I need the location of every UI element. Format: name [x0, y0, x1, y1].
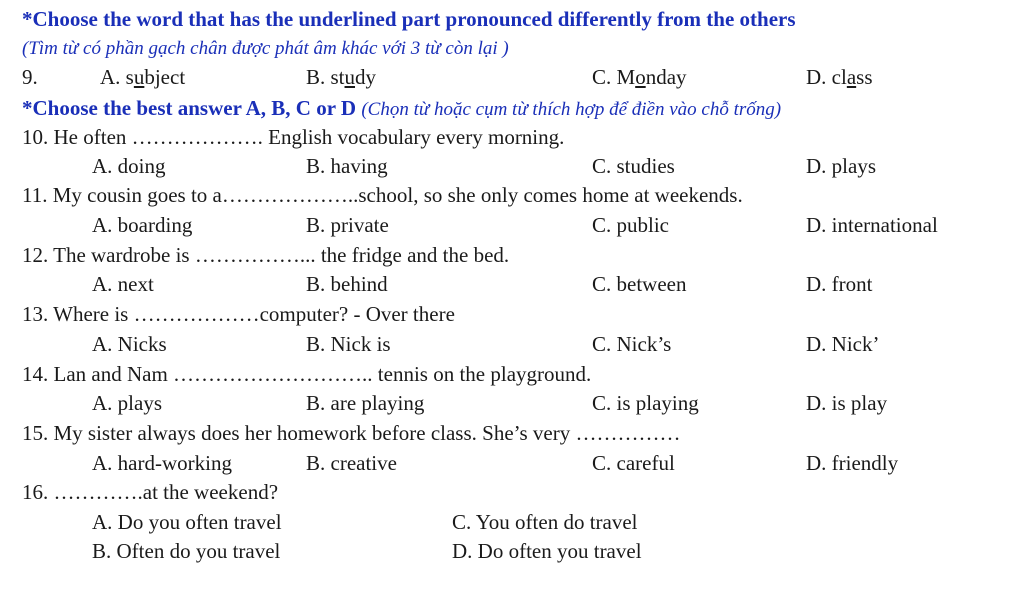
question-text: 10. He often ………………. English vocabulary every morning.	[22, 125, 565, 149]
question-text: 12. The wardrobe is ……………... the fridge and the bed.	[22, 243, 510, 267]
option-b: B. behind	[306, 272, 388, 296]
option-b: B. Nick is	[306, 332, 391, 356]
option-d: D. plays	[806, 154, 876, 178]
option-c: C. is playing	[592, 391, 699, 415]
option-b: B. creative	[306, 451, 397, 475]
option-a: A. plays	[92, 391, 162, 415]
option-d: D. international	[806, 213, 938, 237]
option-a: A. next	[92, 272, 154, 296]
q9-option-d: D. class	[806, 65, 873, 89]
question-text: 15. My sister always does her homework before class. She’s very ……………	[22, 421, 681, 445]
question-text: 11. My cousin goes to a………………..school, so she only comes home at weekends.	[22, 183, 743, 207]
section1-subtitle: (Tìm từ có phần gạch chân được phát âm khác với 3 từ còn lại )	[22, 38, 509, 59]
section2-subtitle: (Chọn từ hoặc cụm từ thích hợp để điền vào chỗ trống)	[361, 99, 782, 120]
option-c: C. careful	[592, 451, 675, 475]
question-text: 13. Where is ………………computer? - Over there	[22, 302, 455, 326]
q9-option-c: C. Monday	[592, 65, 687, 89]
option-b: B. having	[306, 154, 388, 178]
option-a: A. boarding	[92, 213, 193, 237]
option-d: D. is play	[806, 391, 888, 415]
q9-option-b: B. study	[306, 65, 377, 89]
option-c: C. between	[592, 272, 687, 296]
option-b: B. Often do you travel	[92, 539, 281, 563]
section1-title: *Choose the word that has the underlined part pronounced differently from the others	[22, 7, 796, 31]
option-a: A. Do you often travel	[92, 510, 282, 534]
option-c: C. Nick’s	[592, 332, 672, 356]
option-b: B. are playing	[306, 391, 425, 415]
option-c: C. You often do travel	[452, 510, 638, 534]
option-d: D. Nick’	[806, 332, 880, 356]
option-d: D. front	[806, 272, 873, 296]
question-text: 14. Lan and Nam ……………………….. tennis on the playground.	[22, 362, 592, 386]
q9-number: 9.	[22, 65, 38, 89]
option-b: B. private	[306, 213, 389, 237]
option-c: C. public	[592, 213, 669, 237]
option-a: A. hard-working	[92, 451, 232, 475]
option-d: D. friendly	[806, 451, 899, 475]
option-a: A. Nicks	[92, 332, 167, 356]
q9-option-a: A. subject	[100, 65, 186, 89]
option-a: A. doing	[92, 154, 166, 178]
option-c: C. studies	[592, 154, 675, 178]
question-text: 16. ………….at the weekend?	[22, 480, 279, 504]
option-d: D. Do often you travel	[452, 539, 642, 563]
section2-title: *Choose the best answer A, B, C or D (Chọn từ hoặc cụm từ thích hợp để điền vào chỗ trống)	[22, 96, 782, 120]
